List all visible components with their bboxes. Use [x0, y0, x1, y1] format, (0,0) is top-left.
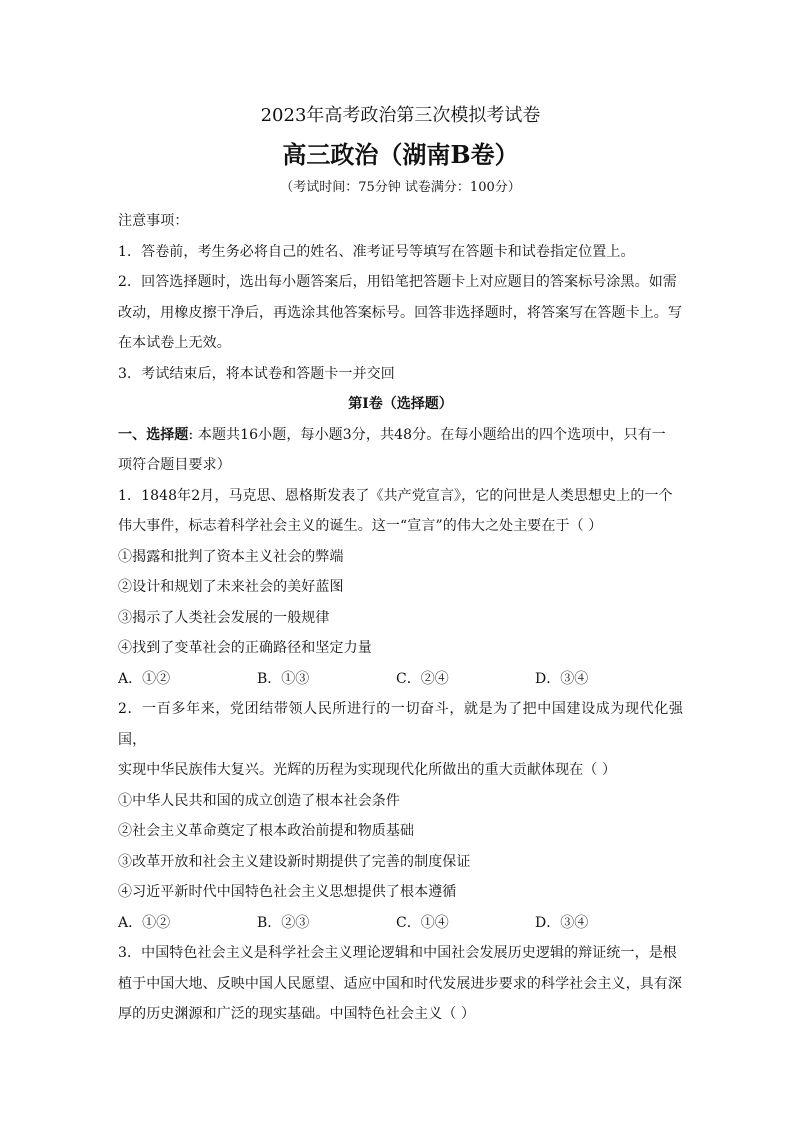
- section-title: 第I卷（选择题）: [348, 396, 453, 412]
- note-item: 在本试卷上无效。: [118, 335, 231, 351]
- option-c: C．②④: [396, 670, 449, 687]
- question-statement: ①揭露和批判了资本主义社会的弊端: [118, 548, 344, 565]
- question-3: [118, 938, 683, 1030]
- section-intro-text: : 本题共16小题，每小题3分，共48分。在每小题给出的四个选项中，只有一: [188, 426, 666, 443]
- option-b: B．②③: [257, 914, 310, 931]
- question-stem: 植于中国大地、反映中国人民愿望、适应中国和时代发展进步要求的科学社会主义，具有深: [118, 975, 682, 992]
- answer-options: [118, 664, 683, 695]
- question-statement: ④找到了变革社会的正确路径和坚定力量: [118, 640, 372, 656]
- exam-subtitle: 高三政治（湖南B卷）: [282, 140, 519, 169]
- section-intro-bold: 一、选择题: [118, 426, 189, 443]
- answer-options: [118, 908, 683, 939]
- notes-heading: 注意事项：: [118, 213, 189, 229]
- option-d: D．③④: [535, 914, 589, 931]
- question-statement: ④习近平新时代中国特色社会主义思想提供了根本遵循: [118, 884, 457, 900]
- note-item: 1．答卷前，考生务必将自己的姓名、准考证号等填写在答题卡和试卷指定位置上。: [118, 243, 635, 260]
- question-stem: 3．中国特色社会主义是科学社会主义理论逻辑和中国社会发展历史逻辑的辩证统一，是根: [118, 945, 677, 961]
- note-item: 改动，用橡皮擦干净后，再选涂其他答案标号。回答非选择题时，将答案写在答题卡上。写: [118, 304, 682, 321]
- question-stem: 实现中华民族伟大复兴。光辉的历程为实现现代化所做出的重大贡献体现在（ ）: [118, 762, 617, 778]
- note-item: 3．考试结束后，将本试卷和答题卡一并交回: [118, 365, 395, 382]
- section-intro-cont: 项符合题目要求）: [118, 457, 231, 473]
- option-a: A．①②: [118, 914, 171, 931]
- question-2: [118, 694, 683, 938]
- exam-title: 2023年高考政治第三次模拟考试卷: [260, 105, 541, 126]
- question-stem: 伟大事件，标志着科学社会主义的诞生。这一“宣言”的伟大之处主要在于（ ）: [118, 518, 603, 534]
- option-a: A．①②: [118, 670, 171, 687]
- question-statement: ③揭示了人类社会发展的一般规律: [118, 609, 330, 626]
- question-stem: 厚的历史渊源和广泛的现实基础。中国特色社会主义（ ）: [118, 1006, 476, 1022]
- question-1: [118, 481, 683, 695]
- option-d: D．③④: [535, 670, 589, 687]
- exam-info: （考试时间：75分钟 试卷满分：100分）: [280, 180, 521, 195]
- section-intro: [118, 420, 683, 451]
- option-c: C．①④: [396, 914, 449, 931]
- question-statement: ③改革开放和社会主义建设新时期提供了完善的制度保证: [118, 853, 471, 870]
- question-stem: 1．1848年2月，马克思、恩格斯发表了《共产党宣言》，它的问世是人类思想史上的一个: [118, 487, 673, 504]
- notes-block: [118, 206, 683, 389]
- question-statement: ②设计和规划了未来社会的美好蓝图: [118, 579, 344, 595]
- question-statement: ②社会主义革命奠定了根本政治前提和物质基础: [118, 823, 415, 839]
- note-item: 2．回答选择题时，选出每小题答案后，用铅笔把答题卡上对应题目的答案标号涂黑。如需: [118, 274, 677, 290]
- page-content: [118, 103, 683, 1030]
- question-statement: ①中华人民共和国的成立创造了根本社会条件: [118, 792, 400, 809]
- question-stem: 2．一百多年来，党团结带领人民所进行的一切奋斗，就是为了把中国建设成为现代化强国，: [118, 701, 683, 748]
- option-b: B．①③: [257, 670, 310, 687]
